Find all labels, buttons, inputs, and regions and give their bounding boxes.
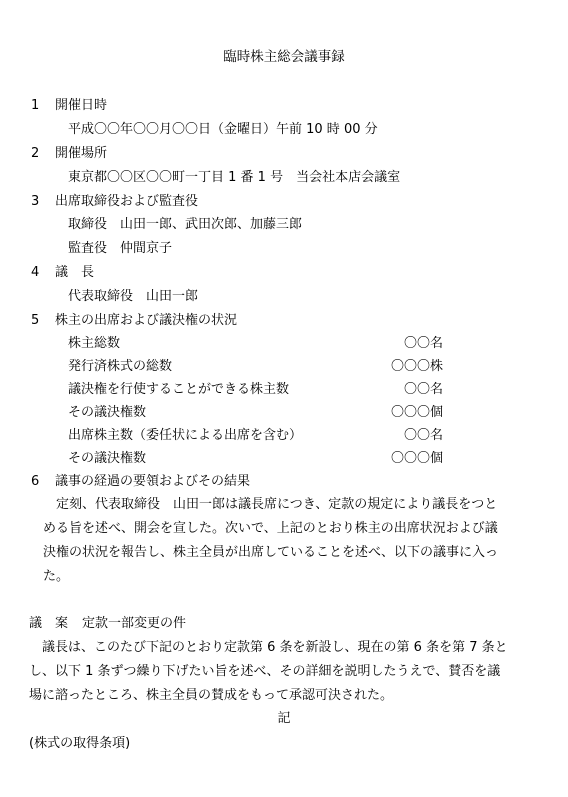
agenda-label: 議 案	[29, 616, 69, 631]
shareholder-row-value: 〇〇〇個	[390, 451, 443, 466]
chairperson: 代表取締役 山田一郎	[68, 289, 199, 304]
agenda-paragraph-line: 議長は、このたび下記のとおり定款第 6 条を新設し、現在の第 6 条を第 7 条と	[29, 640, 508, 655]
agenda-paragraph-line: し、以下 1 条ずつ繰り下げたい旨を述べ、その詳細を説明したうえで、賛否を議	[29, 664, 501, 679]
section-5-number: 5	[31, 313, 40, 328]
proceedings-paragraph-line: める旨を述べ、開会を宣した。次いで、上記のとおり株主の出席状況および議	[43, 521, 498, 536]
shareholder-row-label: 発行済株式の総数	[68, 359, 173, 374]
shareholder-row-value: 〇〇名	[403, 428, 443, 443]
document-title: 臨時株主総会議事録	[223, 49, 345, 65]
proceedings-paragraph-line: た。	[43, 569, 70, 584]
shareholder-row-value: 〇〇〇株	[390, 359, 443, 374]
section-4-number: 4	[31, 265, 40, 280]
attending-directors: 取締役 山田一郎、武田次郎、加藤三郎	[68, 217, 303, 232]
proceedings-paragraph-line: 定刻、代表取締役 山田一郎は議長席につき、定款の規定により議長をつと	[43, 497, 498, 512]
section-4-heading: 議 長	[55, 265, 95, 280]
section-2-number: 2	[31, 146, 40, 161]
section-3-number: 3	[31, 194, 40, 209]
section-6-number: 6	[31, 474, 40, 489]
section-1-number: 1	[31, 98, 40, 113]
shareholder-row-label: 議決権を行使することができる株主数	[68, 382, 290, 397]
section-5-heading: 株主の出席および議決権の状況	[55, 313, 238, 328]
section-6-heading: 議事の経過の要領およびその結果	[55, 474, 251, 489]
ki-heading: 記	[277, 711, 291, 726]
section-3-heading: 出席取締役および監査役	[55, 194, 199, 209]
shareholder-row-label: その議決権数	[68, 405, 147, 420]
proceedings-paragraph-line: 決権の状況を報告し、株主全員が出席していることを述べ、以下の議事に入っ	[43, 545, 499, 560]
agenda-paragraph-line: 場に諮ったところ、株主全員の賛成をもって承認可決された。	[29, 688, 394, 703]
clause-caption: (株式の取得条項)	[29, 736, 131, 751]
shareholder-row-label: 出席株主数（委任状による出席を含む）	[68, 428, 303, 443]
attending-auditor: 監査役 仲間京子	[68, 241, 173, 256]
section-1-heading: 開催日時	[55, 98, 108, 113]
agenda-title: 定款一部変更の件	[82, 616, 187, 631]
shareholder-row-label: 株主総数	[68, 336, 121, 351]
meeting-place: 東京都〇〇区〇〇町一丁目 1 番 1 号 当会社本店会議室	[68, 170, 401, 185]
shareholder-row-value: 〇〇〇個	[390, 405, 443, 420]
shareholder-row-value: 〇〇名	[403, 382, 443, 397]
meeting-datetime: 平成〇〇年〇〇月〇〇日（金曜日）午前 10 時 00 分	[68, 122, 378, 137]
shareholder-row-label: その議決権数	[68, 451, 147, 466]
shareholder-row-value: 〇〇名	[403, 336, 443, 351]
section-2-heading: 開催場所	[55, 146, 108, 161]
